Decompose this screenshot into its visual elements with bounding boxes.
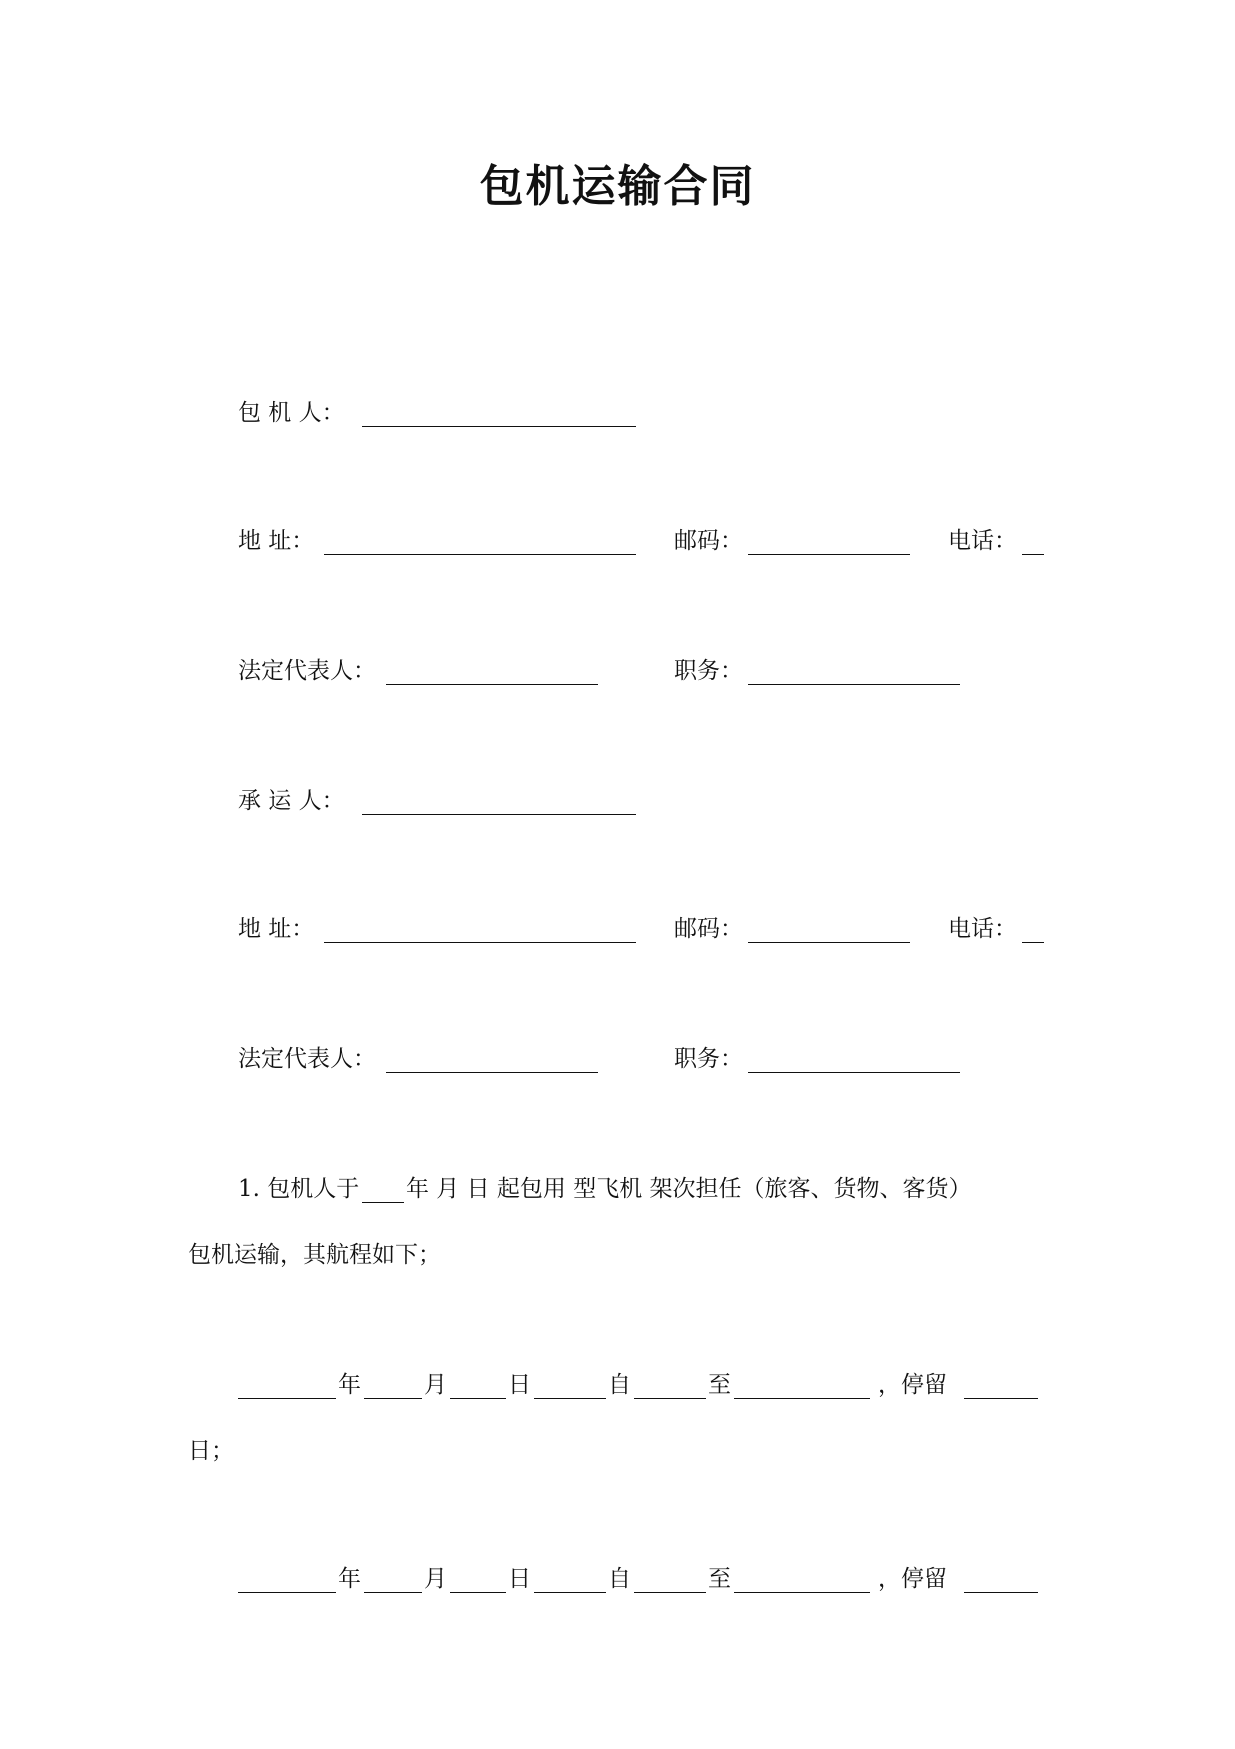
itinerary-destination-blank[interactable] (734, 1592, 870, 1593)
charterer-legal-rep-label: 法定代表人： (238, 658, 376, 684)
itinerary-row-1 (238, 1368, 1038, 1402)
itinerary-from-label: 自 (608, 1372, 631, 1398)
itinerary-to-label: 至 (708, 1372, 731, 1398)
itinerary-day-blank[interactable] (450, 1398, 506, 1399)
clause-1-line-2 (188, 1238, 788, 1272)
itinerary-stay-label: ，停留 (878, 1372, 947, 1398)
charterer-name-label: 包 机 人： (238, 400, 345, 426)
clause-1-prefix: 1. 包机人于 (238, 1176, 360, 1202)
itinerary-stay-blank[interactable] (964, 1398, 1038, 1399)
carrier-position-blank[interactable] (748, 1072, 960, 1073)
charterer-position-blank[interactable] (748, 684, 960, 685)
carrier-address-label: 地 址： (238, 916, 315, 942)
carrier-legal-rep-blank[interactable] (386, 1072, 598, 1073)
charterer-name-blank[interactable] (362, 426, 636, 427)
carrier-position-label: 职务： (674, 1046, 743, 1072)
itinerary-month-blank[interactable] (364, 1592, 422, 1593)
charterer-legal-rep-blank[interactable] (386, 684, 598, 685)
clause-1-year-blank[interactable] (362, 1202, 404, 1203)
carrier-name-label: 承 运 人： (238, 788, 345, 814)
clause-1-line-1 (238, 1172, 1058, 1206)
itinerary-destination-blank[interactable] (734, 1398, 870, 1399)
itinerary-year-blank[interactable] (238, 1592, 336, 1593)
itinerary-stay-label: ，停留 (878, 1566, 947, 1592)
carrier-contact-row (238, 912, 1038, 946)
itinerary-from-label: 自 (608, 1566, 631, 1592)
carrier-postcode-label: 邮码： (674, 916, 743, 942)
itinerary-day-label: 日 (508, 1566, 531, 1592)
charterer-phone-blank[interactable] (1022, 554, 1044, 555)
charterer-address-blank[interactable] (324, 554, 636, 555)
itinerary-days-end: 日； (188, 1438, 234, 1464)
itinerary-year-label: 年 (338, 1566, 361, 1592)
clause-1-continuation: 包机运输，其航程如下； (188, 1242, 441, 1268)
carrier-legal-rep-label: 法定代表人： (238, 1046, 376, 1072)
itinerary-row-2 (238, 1562, 1038, 1596)
carrier-phone-blank[interactable] (1022, 942, 1044, 943)
itinerary-to-label: 至 (708, 1566, 731, 1592)
carrier-address-blank[interactable] (324, 942, 636, 943)
charterer-rep-row (238, 654, 1038, 688)
itinerary-year-label: 年 (338, 1372, 361, 1398)
itinerary-to-blank[interactable] (634, 1398, 706, 1399)
carrier-name-row (238, 784, 638, 818)
charterer-postcode-blank[interactable] (748, 554, 910, 555)
carrier-phone-label: 电话： (948, 916, 1017, 942)
charterer-postcode-label: 邮码： (674, 528, 743, 554)
itinerary-stay-blank[interactable] (964, 1592, 1038, 1593)
itinerary-to-blank[interactable] (634, 1592, 706, 1593)
itinerary-row-1-end (188, 1434, 388, 1468)
itinerary-from-blank[interactable] (534, 1398, 606, 1399)
carrier-rep-row (238, 1042, 1038, 1076)
itinerary-month-label: 月 (424, 1372, 447, 1398)
itinerary-day-blank[interactable] (450, 1592, 506, 1593)
charterer-name-row (238, 396, 638, 430)
charterer-position-label: 职务： (674, 658, 743, 684)
carrier-postcode-blank[interactable] (748, 942, 910, 943)
clause-1-text: 年 月 日 起包用 型飞机 架次担任（旅客、货物、客货） (406, 1176, 972, 1202)
carrier-name-blank[interactable] (362, 814, 636, 815)
itinerary-day-label: 日 (508, 1372, 531, 1398)
itinerary-month-blank[interactable] (364, 1398, 422, 1399)
charterer-phone-label: 电话： (948, 528, 1017, 554)
charterer-address-label: 地 址： (238, 528, 315, 554)
itinerary-year-blank[interactable] (238, 1398, 336, 1399)
itinerary-month-label: 月 (424, 1566, 447, 1592)
itinerary-from-blank[interactable] (534, 1592, 606, 1593)
charterer-contact-row (238, 524, 1038, 558)
document-title: 包机运输合同 (479, 161, 756, 212)
